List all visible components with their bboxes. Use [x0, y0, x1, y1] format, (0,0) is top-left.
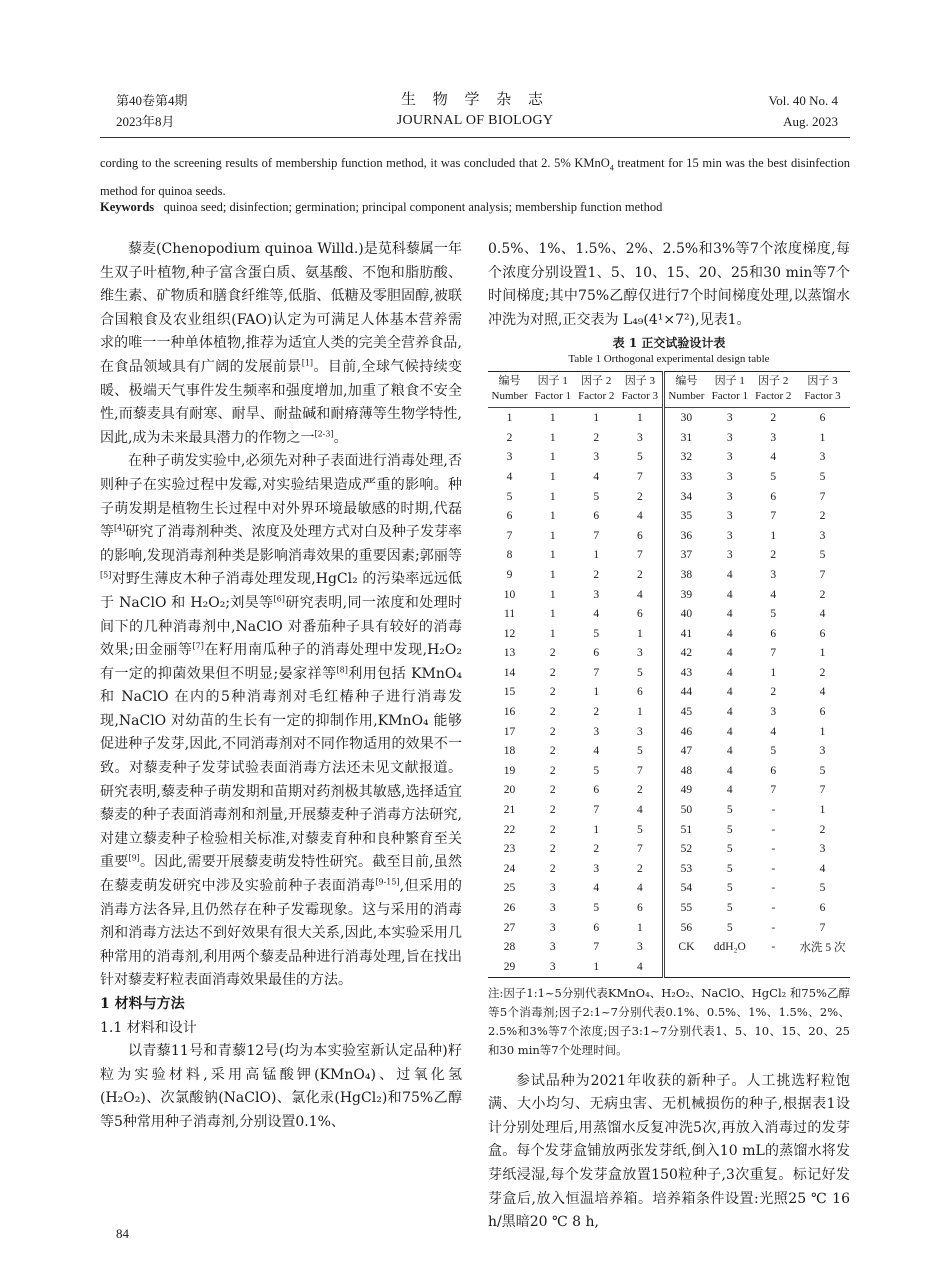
table-cell: 3 — [726, 451, 733, 464]
table-cell: 5 — [726, 843, 733, 856]
table-cell — [663, 957, 708, 977]
table-cell: 1 — [819, 647, 826, 660]
table-cell: 4 — [593, 608, 600, 621]
table-cell: 7 — [819, 784, 826, 797]
table-cell: 5 — [770, 608, 777, 621]
table-cell: 1 — [549, 608, 556, 621]
table-cell: 42 — [663, 644, 708, 664]
table-cell: 16 — [503, 706, 516, 719]
table-cell: 7 — [593, 804, 600, 817]
table-row — [488, 722, 850, 742]
table-cell: 2 — [549, 706, 556, 719]
table-cell: ddH₂O — [713, 941, 746, 954]
table-cell: 1 — [819, 804, 826, 817]
table-cell: 48 — [663, 761, 708, 781]
table-cell: 47 — [663, 741, 708, 761]
table-cell: 6 — [593, 784, 600, 797]
table-cell: 51 — [663, 820, 708, 840]
table-cell: 5 — [819, 549, 826, 562]
table-cell: 3 — [593, 588, 600, 601]
table-cell: 1 — [549, 568, 556, 581]
table-cell: 1 — [549, 470, 556, 483]
table-cell: 33 — [663, 467, 708, 487]
journal-title-en: JOURNAL OF BIOLOGY — [396, 113, 554, 128]
table-row — [488, 898, 850, 918]
table-cell: 41 — [663, 624, 708, 644]
table-cell: 46 — [663, 722, 708, 742]
table-cell: 10 — [503, 588, 516, 601]
table-cell: - — [771, 862, 776, 875]
table-cell: 7 — [636, 764, 643, 777]
table-cell: 5 — [506, 490, 513, 503]
table-cell: 4 — [593, 882, 600, 895]
table-cell: 7 — [770, 784, 777, 797]
table-header-cell: 因子 2 Factor 2 — [755, 375, 792, 403]
table-cell: 4 — [819, 862, 826, 875]
table-cell: 3 — [819, 529, 826, 542]
table-cell: 6 — [770, 490, 777, 503]
table-cell: 1 — [549, 627, 556, 640]
table-cell: 3 — [819, 843, 826, 856]
table-cell: 11 — [504, 608, 516, 621]
table-cell: 39 — [663, 585, 708, 605]
table-cell: 2 — [549, 745, 556, 758]
table-cell: 49 — [663, 781, 708, 801]
table-row — [488, 448, 850, 468]
date-en: Aug. 2023 — [783, 114, 838, 129]
table-cell: 43 — [663, 663, 708, 683]
table-cell: 56 — [663, 918, 708, 938]
table-cell: 4 — [770, 725, 777, 738]
table-cell: 7 — [819, 490, 826, 503]
table-cell: 1 — [770, 529, 777, 542]
table-cell: 3 — [770, 568, 777, 581]
table-cell: 2 — [549, 725, 556, 738]
table-cell: 6 — [593, 510, 600, 523]
table-cell: 1 — [549, 549, 556, 562]
table-cell: 45 — [663, 702, 708, 722]
table-row — [488, 644, 850, 664]
table-cell: 4 — [726, 666, 733, 679]
table-cell: 7 — [593, 529, 600, 542]
table-cell: 2 — [770, 549, 777, 562]
table-cell: 6 — [593, 647, 600, 660]
table-cell: 6 — [770, 764, 777, 777]
table-cell: - — [771, 804, 776, 817]
table-cell: 5 — [593, 490, 600, 503]
table-cell: 27 — [503, 921, 516, 934]
table-row — [488, 937, 850, 957]
table-cell: 5 — [726, 862, 733, 875]
table-header-cell: 因子 3 Factor 3 — [621, 375, 659, 403]
table-cell: 1 — [549, 510, 556, 523]
table-cell: 2 — [819, 666, 826, 679]
table-cell: 2 — [593, 843, 600, 856]
table-row — [488, 859, 850, 879]
table-cell: 7 — [593, 666, 600, 679]
table-cell: 31 — [663, 428, 708, 448]
table-cell: 32 — [663, 448, 708, 468]
table-cell: 34 — [663, 487, 708, 507]
table-cell: 5 — [726, 882, 733, 895]
table-cell: 1 — [593, 686, 600, 699]
table-cell: 6 — [819, 412, 826, 425]
table-cell: 4 — [819, 686, 826, 699]
table-cell: 21 — [503, 804, 516, 817]
date-cn: 2023年8月 — [116, 114, 175, 129]
table-cell: 2 — [549, 784, 556, 797]
table-cell: 5 — [593, 764, 600, 777]
table-cell: 13 — [503, 647, 516, 660]
table-cell: 1 — [819, 431, 826, 444]
table-cell: 1 — [593, 960, 600, 973]
table-row — [488, 702, 850, 722]
table-cell: 2 — [770, 686, 777, 699]
table-cell: - — [771, 882, 776, 895]
keywords-label: Keywords — [100, 200, 155, 214]
table-row — [488, 879, 850, 899]
methods-paragraph-2: 参试品种为2021年收获的新种子。人工挑选籽粒饱满、大小均匀、无病虫害、无机械损伤的种子,根据表1设计分别处理后,用蒸馏水反复冲洗5次,再放入消毒过的发芽盒。每个发芽盒铺放两张发芽纸,倒入10 mL的蒸馏水将发芽纸浸湿,每个发芽盒放置150粒种子,3次重复。标记好发芽盒后,放入恒温培养箱。培养箱条件设置:光照25 ℃ 16 h/黑暗20 ℃ 8 h, — [488, 1072, 850, 1231]
table-cell: 3 — [726, 529, 733, 542]
intro-paragraph-1: 藜麦(Chenopodium quinoa Willd.)是苋科藜属一年生双子叶植物,种子富含蛋白质、氨基酸、不饱和脂肪酸、维生素、矿物质和膳食纤维等,低脂、低糖及零胆固醇,被联合国粮食及农业组织(FAO)认定为可满足人体基本营养需求的唯一一种单体植物,推荐为适宜人类的完美全营养食品,在食品领域具有广阔的发展前景[1]。目前,全球气候持续变暖、极端天气事件发生频率和强度增加,加重了粮食不安全性,而藜麦具有耐寒、耐旱、耐盐碱和耐瘠薄等生物学特性,因此,成为未来最具潜力的作物之一[2-3]。 — [100, 241, 463, 446]
table-cell: 5 — [636, 451, 643, 464]
table-cell: 4 — [726, 706, 733, 719]
table-cell: 3 — [593, 451, 600, 464]
table-cell — [752, 957, 795, 977]
table-row — [488, 506, 850, 526]
table-cell: 7 — [593, 941, 600, 954]
table-cell: 5 — [819, 764, 826, 777]
table-cell: 35 — [663, 506, 708, 526]
table-cell: 1 — [549, 490, 556, 503]
table-cell: 28 — [503, 941, 516, 954]
right-column — [488, 238, 850, 1235]
table-note: 注:因子1:1~5分别代表KMnO₄、H₂O₂、NaClO、HgCl₂ 和75%乙醇等5个消毒剂;因子2:1~7分别代表0.1%、0.5%、1%、1.5%、2%、2.5%和3%等7个浓度;因子3:1~7分别代表1、5、10、15、20、25和30 min等7个处理时间。 — [488, 985, 850, 1057]
table-cell: 17 — [503, 725, 516, 738]
table-cell: 1 — [506, 412, 513, 425]
table-cell: 2 — [819, 823, 826, 836]
table-cell: 3 — [726, 510, 733, 523]
methods-paragraph-continued: 0.5%、1%、1.5%、2%、2.5%和3%等7个浓度梯度,每个浓度分别设置1、5、10、15、20、25和30 min等7个时间梯度;其中75%乙醇仅进行7个时间梯度处理,以蒸馏水冲洗为对照,正交表为 L₄₉(4¹×7²),见表1。 — [488, 241, 850, 328]
table-row — [488, 820, 850, 840]
table-title-cn: 表 1 正交试验设计表 — [612, 336, 726, 351]
table-cell: 52 — [663, 839, 708, 859]
table-cell: 25 — [503, 882, 516, 895]
table-cell: 2 — [549, 804, 556, 817]
table-cell: 3 — [549, 882, 556, 895]
table-cell: 36 — [663, 526, 708, 546]
table-header-cell: 编号 Number — [491, 375, 528, 403]
table-cell: 2 — [506, 431, 513, 444]
table-cell: 1 — [549, 412, 556, 425]
table-cell: 7 — [770, 510, 777, 523]
table-title-en: Table 1 Orthogonal experimental design table — [568, 353, 770, 366]
table-row — [488, 957, 850, 977]
table-cell: 3 — [819, 451, 826, 464]
table-cell: 5 — [726, 823, 733, 836]
table-cell: 3 — [549, 902, 556, 915]
table-row — [488, 741, 850, 761]
table-cell: 30 — [663, 408, 708, 428]
table-cell: 9 — [506, 568, 513, 581]
table-cell: 2 — [549, 862, 556, 875]
table-cell: 2 — [819, 588, 826, 601]
table-cell: 18 — [503, 745, 516, 758]
table-cell: 3 — [549, 921, 556, 934]
table-cell — [795, 957, 850, 977]
table-body — [488, 408, 850, 977]
table-cell: - — [771, 843, 776, 856]
table-cell: 4 — [726, 647, 733, 660]
table-cell: 6 — [506, 510, 513, 523]
table-cell: 4 — [726, 627, 733, 640]
table-cell: 7 — [636, 470, 643, 483]
table-cell: 1 — [636, 921, 643, 934]
table-cell: CK — [663, 937, 708, 957]
table-cell: 12 — [503, 627, 516, 640]
table-cell: 44 — [663, 683, 708, 703]
table-cell: 4 — [726, 568, 733, 581]
table-cell: 2 — [636, 490, 643, 503]
table-cell: 1 — [636, 706, 643, 719]
table-cell: 1 — [549, 451, 556, 464]
table-cell: 19 — [503, 764, 516, 777]
table-cell: 3 — [549, 941, 556, 954]
table-row — [488, 624, 850, 644]
table-cell: 3 — [506, 451, 513, 464]
table-header-cell: 因子 2 Factor 2 — [578, 375, 615, 403]
table-cell: 2 — [593, 431, 600, 444]
methods-paragraph-1: 以青藜11号和青藜12号(均为本实验室新认定品种)籽粒为实验材料,采用高锰酸钾(KMnO₄)、过氧化氢(H₂O₂)、次氯酸钠(NaClO)、氯化汞(HgCl₂)和75%乙醇等5种常用种子消毒剂,分别设置0.1%、 — [100, 1043, 462, 1130]
table-cell: 5 — [770, 470, 777, 483]
table-row — [488, 781, 850, 801]
journal-title-cn: 生 物 学 杂 志 — [400, 90, 550, 108]
table-row — [488, 585, 850, 605]
table-cell: 5 — [726, 902, 733, 915]
table-row — [488, 546, 850, 566]
table-cell: - — [771, 823, 776, 836]
table-cell: 3 — [726, 412, 733, 425]
table-cell: 55 — [663, 898, 708, 918]
table-cell: 2 — [593, 706, 600, 719]
table-cell: 4 — [770, 451, 777, 464]
table-cell: 26 — [503, 902, 516, 915]
table-cell: 7 — [506, 529, 513, 542]
abstract-tail: cording to the screening results of membership function method, it was concluded that 2. 5% KMnO$_4$ treatment for 15 min was the best disinfection method for quinoa seeds. — [100, 156, 850, 198]
table-row — [488, 663, 850, 683]
table-cell: 2 — [549, 647, 556, 660]
table-cell: 3 — [726, 490, 733, 503]
table-row — [488, 604, 850, 624]
table-cell: 7 — [636, 549, 643, 562]
table-cell: 4 — [636, 588, 643, 601]
table-cell: 1 — [770, 666, 777, 679]
table-cell: 1 — [819, 725, 826, 738]
table-cell: 4 — [636, 882, 643, 895]
table-cell: 7 — [636, 843, 643, 856]
table-cell: 3 — [636, 725, 643, 738]
volume-issue-en: Vol. 40 No. 4 — [768, 93, 838, 108]
table-cell: 1 — [549, 431, 556, 444]
table-cell: 1 — [636, 412, 643, 425]
table-cell: 4 — [819, 608, 826, 621]
table-header-row — [488, 372, 850, 408]
table-cell: 7 — [819, 568, 826, 581]
table-cell: 3 — [636, 431, 643, 444]
table-row — [488, 839, 850, 859]
table-cell: 7 — [819, 921, 826, 934]
table-cell: 2 — [549, 823, 556, 836]
table-cell: 1 — [593, 549, 600, 562]
table-cell: - — [771, 921, 776, 934]
table-cell: 14 — [503, 666, 516, 679]
table-cell: 4 — [636, 510, 643, 523]
table-row — [488, 918, 850, 938]
volume-issue-cn: 第40卷第4期 — [116, 93, 188, 108]
table-cell — [708, 957, 751, 977]
table-cell: 6 — [819, 627, 826, 640]
table-cell: 2 — [549, 666, 556, 679]
table-cell: 3 — [636, 647, 643, 660]
table-cell: 2 — [549, 686, 556, 699]
table-cell: 3 — [593, 862, 600, 875]
table-cell: 5 — [726, 804, 733, 817]
table-cell: 4 — [726, 745, 733, 758]
table-cell: 24 — [503, 862, 516, 875]
table-row — [488, 487, 850, 507]
table-cell: 6 — [636, 608, 643, 621]
table-cell: 3 — [770, 706, 777, 719]
table-cell: 7 — [770, 647, 777, 660]
table-cell: 40 — [663, 604, 708, 624]
table-cell: 5 — [636, 823, 643, 836]
table-cell: 6 — [636, 686, 643, 699]
table-cell: 38 — [663, 565, 708, 585]
table-cell: 2 — [819, 510, 826, 523]
table-cell: 6 — [819, 902, 826, 915]
table-cell: 4 — [726, 784, 733, 797]
table-cell: 1 — [549, 588, 556, 601]
table-cell: 37 — [663, 546, 708, 566]
section-heading-1-1: 1.1 材料和设计 — [100, 1019, 197, 1036]
table-row — [488, 526, 850, 546]
table-cell: 3 — [726, 549, 733, 562]
table-cell: 2 — [636, 862, 643, 875]
table-cell: 3 — [770, 431, 777, 444]
table-header-cell: 因子 3 Factor 3 — [804, 375, 841, 403]
table-row — [488, 428, 850, 448]
table-header-cell: 因子 1 Factor 1 — [711, 375, 748, 403]
table-cell: 6 — [593, 921, 600, 934]
table-cell: 4 — [726, 608, 733, 621]
table-cell: 15 — [503, 686, 516, 699]
table-row — [488, 761, 850, 781]
table-cell: 6 — [636, 902, 643, 915]
keywords — [100, 196, 850, 218]
table-cell: - — [771, 941, 776, 954]
table-cell: 5 — [819, 882, 826, 895]
table-cell: 4 — [593, 745, 600, 758]
table-cell: 2 — [770, 412, 777, 425]
table-cell: 6 — [770, 627, 777, 640]
table-cell: 3 — [549, 960, 556, 973]
table-cell: 4 — [636, 960, 643, 973]
left-column — [100, 238, 462, 1135]
table-row — [488, 467, 850, 487]
table-cell: 4 — [726, 588, 733, 601]
table-row — [488, 408, 850, 428]
table-cell: 5 — [819, 470, 826, 483]
section-heading-1: 1 材料与方法 — [100, 996, 185, 1012]
table-cell: 54 — [663, 879, 708, 899]
table-cell: 8 — [506, 549, 513, 562]
table-cell: 3 — [636, 941, 643, 954]
table-cell: 4 — [726, 725, 733, 738]
orthogonal-design-table — [488, 371, 850, 977]
table-cell: 5 — [770, 745, 777, 758]
table-cell: 1 — [593, 412, 600, 425]
table-cell: 2 — [549, 764, 556, 777]
page-number: 84 — [116, 1226, 129, 1241]
table-row — [488, 683, 850, 703]
table-cell: 4 — [593, 470, 600, 483]
table-row — [488, 565, 850, 585]
table-cell: 2 — [636, 784, 643, 797]
table-cell: 5 — [636, 666, 643, 679]
table-cell: 1 — [636, 627, 643, 640]
table-cell: 6 — [636, 529, 643, 542]
table-cell: 2 — [593, 568, 600, 581]
table-cell: 3 — [726, 431, 733, 444]
table-cell: 29 — [503, 960, 516, 973]
table-cell: 水洗 5 次 — [799, 942, 846, 955]
table-cell: 2 — [636, 568, 643, 581]
table-cell: 4 — [506, 470, 513, 483]
table-cell: 4 — [726, 764, 733, 777]
table-cell: 3 — [593, 725, 600, 738]
table-cell: 4 — [636, 804, 643, 817]
keywords-list: quinoa seed; disinfection; germination; principal component analysis; membership function method — [163, 200, 663, 214]
table-cell: 4 — [726, 686, 733, 699]
table-header-cell: 因子 1 Factor 1 — [534, 375, 571, 403]
table-row — [488, 800, 850, 820]
intro-paragraph-2: 在种子萌发实验中,必须先对种子表面进行消毒处理,否则种子在实验过程中发霉,对实验结果造成严重的影响。种子萌发期是植物生长过程中对外界环境最敏感的时期,代磊等[4]研究了消毒剂种类、浓度及处理方式对白及种子发芽率的影响,发现消毒剂种类是影响消毒效果的重要因素;郭丽等[5]对野生薄皮木种子消毒处理发现,HgCl₂ 的污染率远远低于 NaClO 和 H₂O₂;刘昊等[6]研究表明,同一浓度和处理时间下的几种消毒剂中,NaClO 对番茄种子具有较好的消毒效果;田金丽等[7]在籽用南瓜种子的消毒处理中发现,H₂O₂ 有一定的抑菌效果但不明显;晏家祥等[8]利用包括 KMnO₄ 和 NaClO 在内的5种消毒剂对毛红椿种子进行消毒发现,NaClO 对幼苗的生长有一定的抑制作用,KMnO₄ 能够促进种子发芽,因此,不同消毒剂对不同作物适用的效果不一致。对藜麦种子发芽试验表面消毒方法还未见文献报道。研究表明,藜麦种子萌发期和苗期对药剂极其敏感,选择适宜藜麦的种子表面消毒剂和剂量,开展藜麦种子消毒方法研究,对建立藜麦种子检验相关标准,对藜麦育种和良种繁育至关重要[9]。因此,需要开展藜麦萌发特性研究。截至目前,虽然在藜麦萌发研究中涉及实验前种子表面消毒[9-15],但采用的消毒方法各异,且仍然存在种子发霉现象。这与采用的消毒剂和消毒方法达不到好效果有很大关系,因此,本实验采用几种常用的消毒剂,利用两个藜麦品种进行消毒处理,旨在找出针对藜麦籽粒表面消毒效果最佳的方法。 — [100, 453, 463, 989]
table-cell: 3 — [726, 470, 733, 483]
table-cell: 5 — [593, 902, 600, 915]
table-cell: 5 — [593, 627, 600, 640]
table-cell: 23 — [503, 843, 516, 856]
table-cell: 1 — [593, 823, 600, 836]
table-cell: 5 — [636, 745, 643, 758]
table-header-cell: 编号 Number — [663, 372, 708, 408]
table-cell: 4 — [770, 588, 777, 601]
table-cell: 3 — [819, 745, 826, 758]
table-cell: 5 — [726, 921, 733, 934]
table-cell: 1 — [549, 529, 556, 542]
header-rule — [100, 137, 850, 138]
table-cell: 2 — [549, 843, 556, 856]
table-cell: 22 — [503, 823, 516, 836]
table-cell: 6 — [819, 706, 826, 719]
table-cell: 53 — [663, 859, 708, 879]
table-cell: - — [771, 902, 776, 915]
table-cell: 50 — [663, 800, 708, 820]
table-cell: 20 — [503, 784, 516, 797]
